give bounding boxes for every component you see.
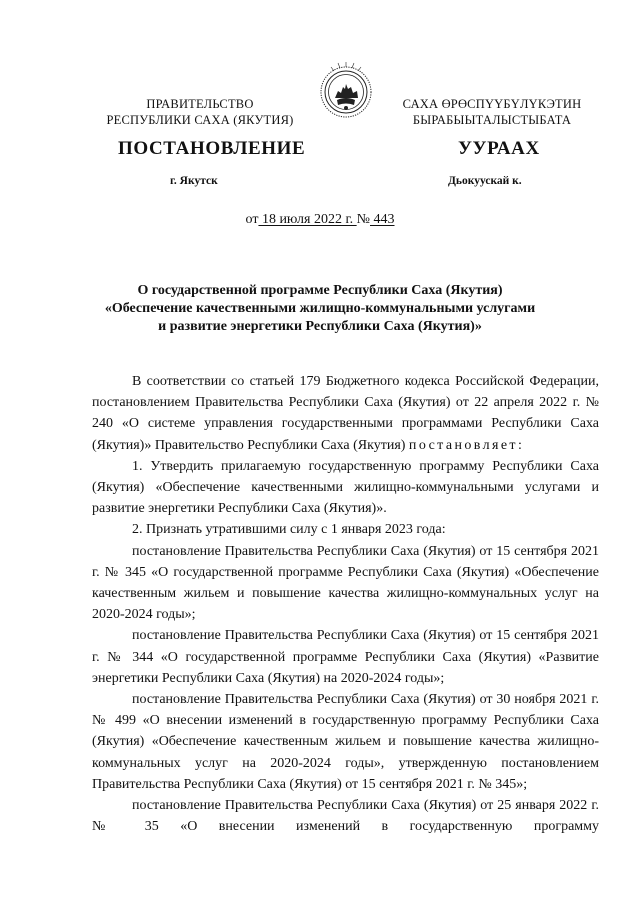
- revoked-decree-3: постановление Правительства Республики Саха (Якутия) от 30 ноября 2021 г. № 499 «О внесении изменений в государственную программу Республики Саха (Якутия) «Обеспечение качественным жильем и повышение качества жилищно-коммунальных услуг на 2020-2024 годы», утвержденную постановлением Правительства Республики Саха (Якутия) от 15 сентября 2021 г. № 345»;: [92, 692, 599, 792]
- issuer-sakha-line1: САХА ӨРӨСПҮҮБҮЛҮКЭТИН: [402, 97, 582, 111]
- item-2-paragraph: 2. Признать утратившими силу с 1 января 2023 года:: [132, 522, 446, 538]
- preamble-paragraph: [92, 371, 599, 456]
- date-prefix: от: [245, 212, 259, 227]
- preamble-text: В соответствии со статьей 179 Бюджетного кодекса Российской Федерации, постановлением Правительства Республики Саха (Якутия) от 22 апреля 2022 г. № 240 «О системе управления государственными программами Республики Саха (Якутия)» Правительство Республики Саха (Якутия): [92, 374, 599, 453]
- issuer-ru-line2: РЕСПУБЛИКИ САХА (ЯКУТИЯ): [106, 113, 294, 127]
- decree-date: 18 июля 2022 г.: [258, 212, 357, 227]
- item-1-paragraph: 1. Утвердить прилагаемую государственную программу Республики Саха (Якутия) «Обеспечение качественными жилищно-коммунальными услугами и развитие энергетики Республики Саха (Якутия)».: [92, 458, 599, 517]
- revoked-decree-4: постановление Правительства Республики Саха (Якутия) от 25 января 2022 г. № 35 «О внесении изменений в государственную программу: [92, 798, 599, 835]
- doc-type-ru: ПОСТАНОВЛЕНИЕ: [118, 138, 306, 159]
- city-sakha: Дьокуускай к.: [448, 175, 522, 187]
- doc-type-sakha: УУРААХ: [458, 138, 540, 159]
- city-ru: г. Якутск: [170, 175, 218, 187]
- title-line3: и развитие энергетики Республики Саха (Якутия)»: [158, 319, 482, 334]
- decree-body: [92, 371, 599, 837]
- decree-title: [60, 282, 580, 336]
- number-label: №: [356, 212, 370, 227]
- title-line2: «Обеспечение качественными жилищно-коммунальными услугами: [104, 301, 536, 316]
- date-number-line: [0, 212, 640, 228]
- decree-number: 443: [370, 212, 395, 227]
- issuer-sakha: [392, 96, 592, 128]
- issuer-ru: [100, 96, 300, 128]
- coat-of-arms-emblem: [318, 62, 374, 124]
- revoked-decree-2: постановление Правительства Республики Саха (Якутия) от 15 сентября 2021 г. № 344 «О государственной программе Республики Саха (Якутия) «Развитие энергетики Республики Саха (Якутия) на 2020-2024 годы»;: [92, 628, 599, 686]
- decree-word: постановляет:: [408, 437, 525, 453]
- issuer-ru-line1: ПРАВИТЕЛЬСТВО: [146, 97, 254, 111]
- revoked-decree-1: постановление Правительства Республики Саха (Якутия) от 15 сентября 2021 г. № 345 «О государственной программе Республики Саха (Якутия) «Обеспечение качественным жильем и повышение качества жилищно-коммунальных услуг на 2020-2024 годы»;: [92, 543, 599, 623]
- title-line1: О государственной программе Республики Саха (Якутия): [137, 283, 503, 298]
- issuer-sakha-line2: БЫРАБЫЫТАЛЫСТЫБАТА: [412, 113, 572, 127]
